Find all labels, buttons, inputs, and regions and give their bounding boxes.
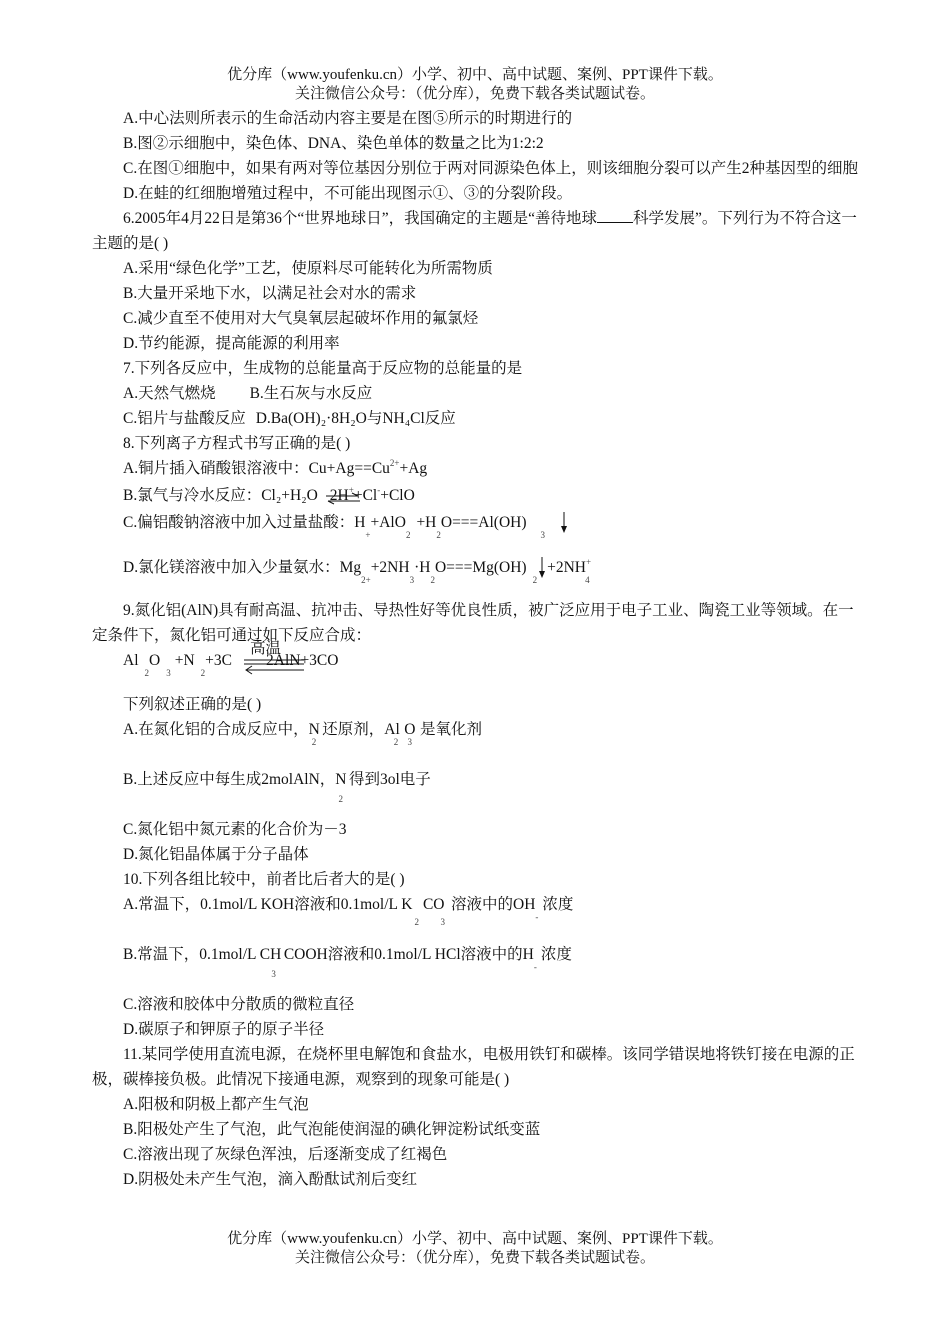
header-line-2: 关注微信公众号：（优分库），免费下载各类试题试卷。 — [294, 86, 655, 102]
q8-option-c — [92, 510, 860, 540]
q8-d-text: D.氯化镁溶液中加入少量氨水：Mg — [123, 559, 362, 576]
q9-b-text: B.上述反应中每生成2molAlN，N — [123, 771, 347, 788]
q9-a-sub-3: 3 — [407, 737, 412, 747]
down-arrow-icon — [537, 557, 547, 579]
q9-a-text: A.在氮化铝的合成反应中，N — [123, 721, 320, 738]
q10-b-charge: - — [533, 962, 537, 972]
q8-option-a — [92, 456, 860, 483]
q6-option-a: A.采用“绿色化学”工艺，使原料尽可能转化为所需物质 — [123, 260, 493, 277]
q9-eq-sub-3: 3 — [166, 668, 171, 678]
q8-c-alo: +AlO — [370, 514, 406, 531]
q8-b-text: B.氯气与冷水反应：Cl₂+H₂O — [123, 487, 318, 504]
down-arrow-icon — [559, 512, 569, 534]
q8-b-h: 2H — [329, 487, 349, 504]
q8-option-d — [92, 555, 860, 585]
q8-d-mg-charge: 2+ — [361, 575, 371, 585]
q6-stem-part-1: 6.2005年4月22日是第36个“世界地球日”，我国确定的主题是“善待地球 — [123, 210, 598, 227]
q9-option-a — [92, 717, 860, 767]
q6-option-d: D.节约能源，提高能源的利用率 — [123, 335, 340, 352]
q8-a-charge: 2+ — [389, 458, 400, 468]
q9-eq-product: 2AlN+3CO — [266, 652, 339, 669]
q6-option-c: C.减少直至不使用对大气臭氧层起破坏作用的氟氯烃 — [123, 310, 479, 327]
header-line-1: 优分库（www.youfenku.cn）小学、初中、高中试题、案例、PPT课件下载。 — [227, 67, 723, 83]
q8-c-h-charge: + — [365, 530, 371, 540]
q8-d-h: ·H — [414, 559, 431, 576]
q8-d-sub-2b: 2 — [532, 575, 538, 585]
q8-c-sub-3: 3 — [540, 530, 546, 540]
q6-stem — [92, 206, 860, 256]
q9-option-d: D.氮化铝晶体属于分子晶体 — [123, 846, 309, 863]
exam-content — [92, 106, 860, 1192]
q9-a-text-2: 还原剂，Al — [322, 721, 400, 738]
q8-c-h: +H — [416, 514, 437, 531]
q8-d-product: O===Mg(OH) — [434, 559, 527, 576]
q5-option-b: B.图②示细胞中，染色体、DNA、染色单体的数量之比为1:2:2 — [123, 135, 544, 152]
q11-option-a: A.阳极和阴极上都产生气泡 — [123, 1096, 309, 1113]
q7-stem: 7.下列各反应中，生成物的总能量高于反应物的总能量的是 — [123, 360, 523, 377]
q9-a-o: O — [404, 721, 416, 738]
q8-b-end: +ClO — [380, 487, 415, 504]
q9-a-sub: 2 — [311, 737, 317, 747]
q11-option-d: D.阴极处未产生气泡，滴入酚酞试剂后变红 — [123, 1171, 418, 1188]
page-header — [0, 66, 950, 104]
q8-d-nh4-charge: + — [586, 557, 592, 567]
q6-stem-part-2: 科学发展”。下列行为不符合这一主题的是( ) — [92, 210, 857, 252]
q10-b-end: 浓度 — [540, 946, 572, 963]
page-footer — [0, 1230, 950, 1268]
q8-option-b — [92, 483, 860, 510]
q10-option-b — [92, 942, 860, 992]
q5-option-a: A.中心法则所表示的生命活动内容主要是在图⑤所示的时期进行的 — [123, 110, 573, 127]
q9-b-sub: 2 — [338, 794, 343, 804]
q8-b-cl: +Cl — [353, 487, 378, 504]
q10-a-text: A.常温下，0.1mol/L KOH溶液和0.1mol/L K — [123, 896, 413, 913]
q9-equation — [92, 640, 860, 692]
q8-d-sub-3: 3 — [409, 575, 415, 585]
q9-eq-n: +N — [174, 652, 195, 669]
q9-a-end: 是氧化剂 — [419, 721, 482, 738]
footer-line-1: 优分库（www.youfenku.cn）小学、初中、高中试题、案例、PPT课件下载。 — [227, 1231, 723, 1247]
q8-stem: 8.下列离子方程式书写正确的是( ) — [123, 435, 351, 452]
q10-a-charge: - — [535, 912, 539, 922]
q7-option-a: A.天然气燃烧 — [123, 385, 216, 402]
q7-option-b: B.生石灰与水反应 — [249, 385, 373, 402]
q8-c-text: C.偏铝酸钠溶液中加入过量盐酸：H — [123, 514, 366, 531]
q10-b-text-2: COOH溶液和0.1mol/L HCl溶液中的H — [283, 946, 534, 963]
q10-option-a — [92, 892, 860, 942]
q10-a-oh: 溶液中的OH — [451, 896, 536, 913]
q9-eq-o: O — [149, 652, 161, 669]
q10-b-text: B.常温下，0.1mol/L CH — [123, 946, 282, 963]
q9-eq-sub-2: 2 — [144, 668, 149, 678]
q5-option-d: D.在蛙的红细胞增殖过程中，不可能出现图示①、③的分裂阶段。 — [123, 185, 573, 202]
q8-c-sub-2b: 2 — [436, 530, 441, 540]
q8-c-sub-2: 2 — [405, 530, 411, 540]
q8-d-nh: +2NH — [370, 559, 410, 576]
q6-fill-blank — [597, 208, 633, 223]
q10-a-co: CO — [422, 896, 445, 913]
q8-d-sub-4: 4 — [585, 575, 590, 585]
q10-a-sub-3: 3 — [440, 917, 446, 927]
q9-stem: 9.氮化铝(AlN)具有耐高温、抗冲击、导热性好等优良性质，被广泛应用于电子工业、陶瓷工业等领域。在一定条件下，氮化铝可通过如下反应合成： — [92, 602, 854, 644]
q9-eq-al: Al — [123, 652, 139, 669]
q10-a-sub-2: 2 — [414, 917, 419, 927]
reversible-arrow-icon — [326, 489, 360, 503]
q9-eq-condition: 高温 — [250, 640, 282, 657]
q10-a-end: 浓度 — [542, 896, 574, 913]
q10-b-sub-3: 3 — [271, 969, 276, 979]
q7-options-ab — [92, 381, 860, 406]
q7-options-cd — [92, 406, 860, 431]
q8-d-end: +2NH — [547, 559, 586, 576]
q8-b-cl-charge: - — [377, 485, 381, 495]
q11-stem: 11.某同学使用直流电源，在烧杯里电解饱和食盐水，电极用铁钉和碳棒。该同学错误地将铁钉接在电源的正极，碳棒接负极。此情况下接通电源，观察到的现象可能是( ) — [92, 1046, 855, 1088]
footer-line-2: 关注微信公众号：（优分库），免费下载各类试题试卷。 — [294, 1250, 655, 1266]
q9-option-b — [92, 767, 860, 817]
q10-option-d: D.碳原子和钾原子的原子半径 — [123, 1021, 325, 1038]
q8-d-sub-2: 2 — [430, 575, 435, 585]
q8-a-text: A.铜片插入硝酸银溶液中：Cu+Ag==Cu — [123, 460, 390, 477]
q7-option-d: D.Ba(OH)₂·8H₂O与NH₄Cl反应 — [255, 410, 456, 427]
q9-a-sub-2: 2 — [393, 737, 399, 747]
q9-b-end: 得到3ol电子 — [348, 771, 431, 788]
q5-option-c: C.在图①细胞中，如果有两对等位基因分别位于两对同源染色体上，则该细胞分裂可以产生2种基因型的细胞 — [123, 160, 858, 177]
q11-option-b: B.阳极处产生了气泡，此气泡能使润湿的碘化钾淀粉试纸变蓝 — [123, 1121, 541, 1138]
q6-option-b: B.大量开采地下水，以满足社会对水的需求 — [123, 285, 417, 302]
q9-eq-sub-2b: 2 — [200, 668, 206, 678]
q9-ask: 下列叙述正确的是( ) — [123, 696, 262, 713]
q8-b-h-charge: + — [348, 485, 354, 495]
q11-option-c: C.溶液出现了灰绿色浑浊，后逐渐变成了红褐色 — [123, 1146, 448, 1163]
q10-option-c: C.溶液和胶体中分散质的微粒直径 — [123, 996, 355, 1013]
q7-option-c: C.铝片与盐酸反应 — [123, 410, 246, 427]
q8-c-product: O===Al(OH) — [440, 514, 527, 531]
q8-a-end: +Ag — [399, 460, 428, 477]
q9-eq-c: +3C — [205, 652, 232, 669]
q10-stem: 10.下列各组比较中，前者比后者大的是( ) — [123, 871, 405, 888]
q9-option-c: C.氮化铝中氮元素的化合价为－3 — [123, 821, 347, 838]
